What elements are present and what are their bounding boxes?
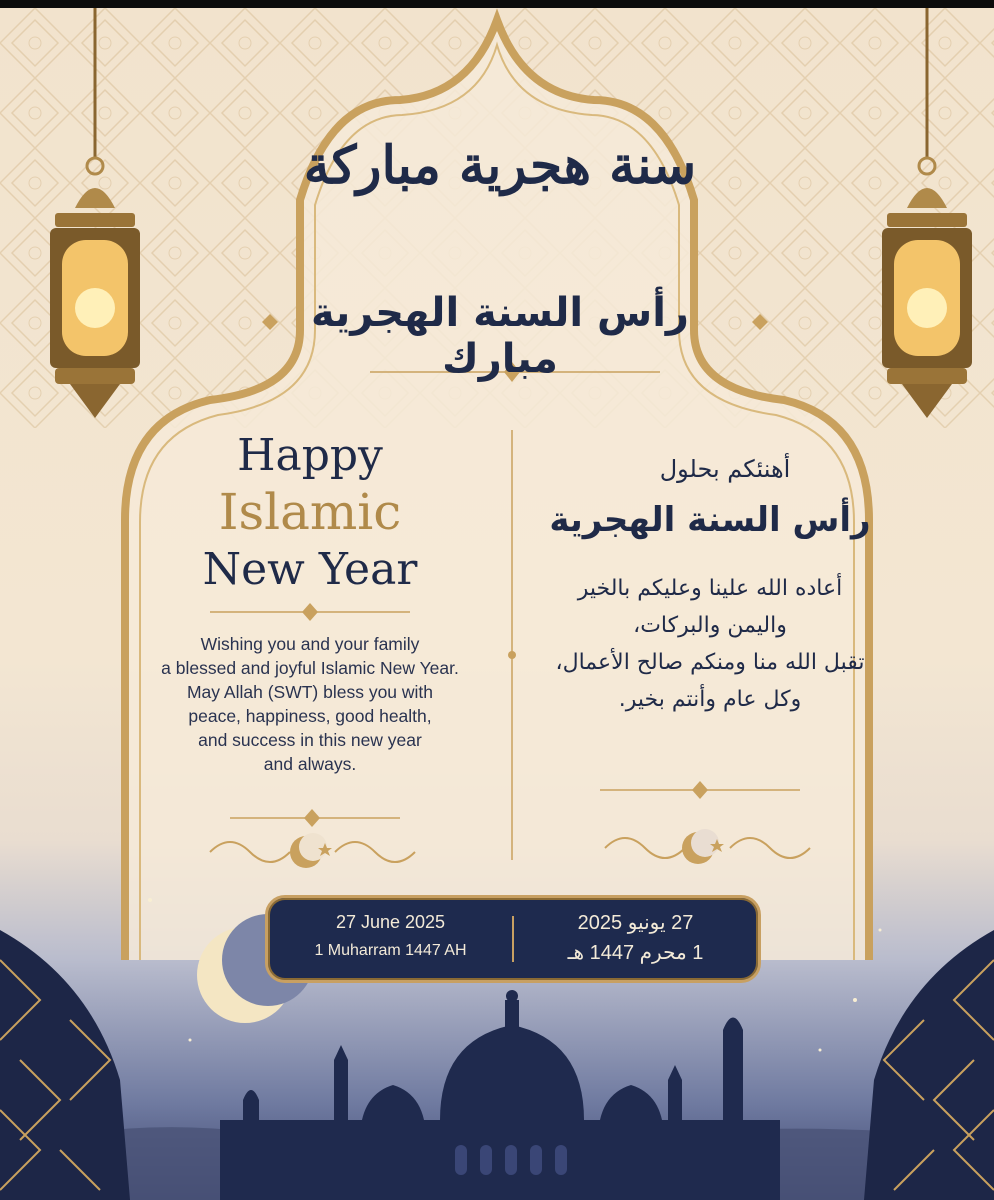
message-line: and success in this new year [198, 730, 422, 750]
blessing-line: أعاده الله علينا وعليكم بالخير [577, 576, 843, 601]
message-line: and always. [263, 754, 357, 774]
message-line: peace, happiness, good health, [188, 706, 432, 726]
corner-lattice-left [0, 930, 130, 1200]
blessing-line: تقبل الله منا ومنكم صالح الأعمال، [555, 650, 865, 675]
arabic-greeting-line1: أهنئكم بحلول [659, 455, 791, 483]
arabic-greeting-line2: رأس السنة الهجرية [549, 500, 871, 540]
lantern-icon [872, 8, 982, 428]
title-new-year: New Year [202, 544, 418, 595]
english-message [130, 632, 490, 776]
hijri-date-en: 1 Muharram 1447 AH [314, 942, 467, 959]
arabic-blessing [540, 570, 880, 718]
arabic-subtitle: رأس السنة الهجرية مبارك [311, 290, 689, 382]
date-box [265, 895, 761, 983]
title-happy: Happy [237, 430, 383, 481]
blessing-line: وكل عام وأنتم بخير. [618, 687, 802, 712]
title-islamic: Islamic [218, 483, 402, 541]
lantern-icon [40, 8, 150, 428]
hijri-date-ar: 1 محرم 1447 هـ [567, 942, 704, 964]
calligraphy-title: سنة هجرية مباركة [303, 135, 697, 196]
mosque-silhouette [220, 990, 780, 1200]
gregorian-date-en: 27 June 2025 [335, 912, 446, 932]
blessing-line: واليمن والبركات، [633, 613, 787, 638]
gregorian-date-ar: 27 يونيو 2025 [577, 912, 694, 934]
message-line: May Allah (SWT) bless you with [186, 682, 434, 702]
corner-lattice-right [864, 930, 994, 1200]
message-line: a blessed and joyful Islamic New Year. [161, 658, 459, 678]
message-line: Wishing you and your family [200, 634, 420, 654]
